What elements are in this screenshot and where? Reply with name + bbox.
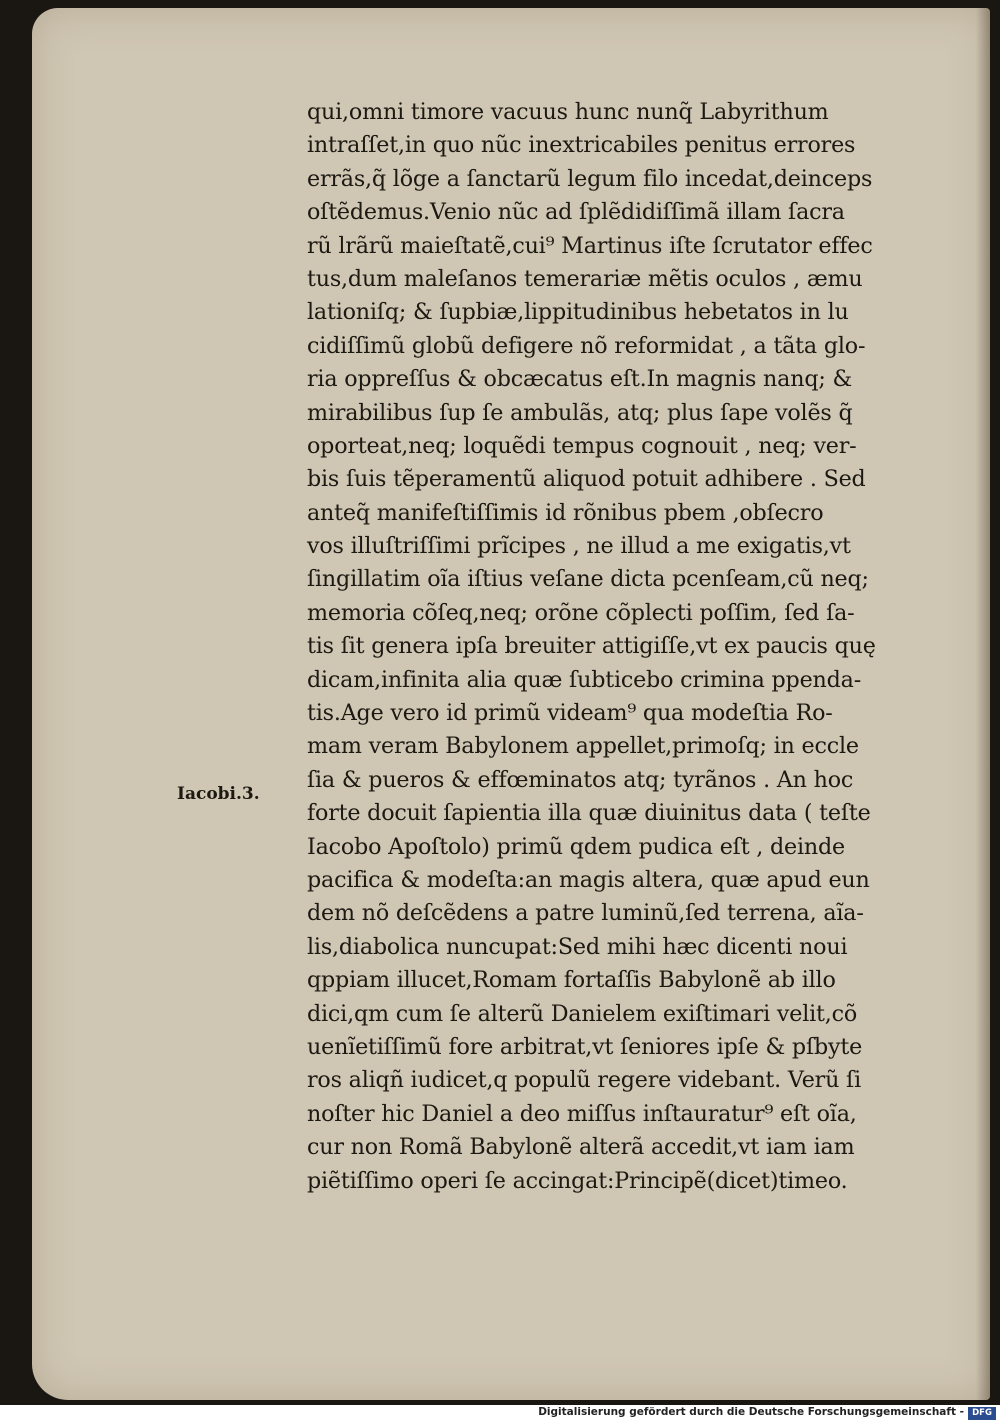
- text-line: qui,omni timore vacuus hunc nunq̃ Labyrithum: [307, 99, 829, 125]
- text-line: dici,qm cum ſe alterũ Danielem exiſtimari velit,cõ: [307, 1000, 858, 1027]
- text-line: tis ſit genera ipſa breuiter attigiſſe,vt ex paucis quę: [307, 633, 876, 660]
- text-line: uenĩetiſſimũ fore arbitrat,vt ſeniores ipſe & pſbyte: [307, 1033, 863, 1060]
- text-line: tis.Age vero id primũ videam⁹ qua modeſtia Ro-: [307, 700, 833, 727]
- text-line: dem nõ deſcẽdens a patre luminũ,ſed terrena, aĩa-: [307, 900, 864, 927]
- text-line: rũ lrãrũ maieſtatẽ,cui⁹ Martinus iſte ſcrutator effec: [307, 232, 873, 259]
- text-line: vos illuſtriſſimi prĩcipes , ne illud a me exigatis,vt: [307, 533, 851, 560]
- footer-bar: [0, 1405, 1000, 1422]
- text-line: piẽtiſſimo operi ſe accingat:Principẽ(dicet)timeo.: [307, 1167, 848, 1194]
- text-line: cur non Romã Babylonẽ alterã accedit,vt iam iam: [307, 1134, 855, 1161]
- text-line: intraſſet,in quo nũc inextricabiles penitus errores: [307, 132, 856, 159]
- book-page: [32, 8, 990, 1400]
- text-line: qppiam illucet,Romam fortaſſis Babylonẽ ab illo: [307, 967, 836, 994]
- text-line: lis,diabolica nuncupat:Sed mihi hæc dicenti noui: [307, 933, 848, 960]
- text-line: oporteat,neq; loquẽdi tempus cognouit , neq; ver-: [307, 432, 857, 459]
- text-line: lationiſq; & ſupbiæ,lippitudinibus hebetatos in lu: [307, 299, 849, 326]
- text-line: anteq̃ manifeſtiſſimis id rõnibus pbem ,obſecro: [307, 499, 824, 526]
- dfg-logo[interactable]: DFG: [968, 1407, 996, 1420]
- text-line: Iacobo Apoſtolo) primũ qdem pudica eſt , deinde: [307, 833, 846, 860]
- text-block: [307, 96, 947, 1198]
- page-edge-shadow: [976, 8, 990, 1400]
- text-line: mam veram Babylonem appellet,primoſq; in eccle: [307, 733, 859, 760]
- text-line: bis ſuis tẽperamentũ aliquod potuit adhibere . Sed: [307, 466, 866, 493]
- text-line: ria oppreſſus & obcæcatus eſt.In magnis nanq; &: [307, 366, 853, 393]
- footer-credit: Digitalisierung gefördert durch die Deutsche Forschungsgemeinschaft -: [538, 1406, 964, 1418]
- text-line: memoria cõſeq,neq; orõne cõplecti poſſim, ſed ſa-: [307, 599, 855, 626]
- text-line: forte docuit ſapientia illa quæ diuinitus data ( teſte: [307, 800, 871, 827]
- margin-note: Iacobi.3.: [177, 784, 260, 804]
- text-line: cidiſſimũ globũ defigere nõ reformidat , a tãta glo-: [307, 332, 866, 359]
- text-line: mirabilibus ſup ſe ambulãs, atq; plus ſape volẽs q̃: [307, 399, 853, 426]
- text-line: dicam,infinita alia quæ ſubticebo crimina ppenda-: [307, 666, 862, 693]
- text-line: errãs,q̃ lõge a ſanctarũ legum filo incedat,deinceps: [307, 165, 873, 192]
- text-line: ros aliqñ iudicet,q populũ regere videbant. Verũ ſi: [307, 1067, 862, 1094]
- text-line: tus,dum maleſanos temerariæ mẽtis oculos , æmu: [307, 265, 863, 292]
- text-line: ſia & pueros & effœminatos atq; tyrãnos . An hoc: [307, 766, 854, 793]
- text-line: ſingillatim oĩa iſtius veſane dicta pcenſeam,cũ neq;: [307, 566, 869, 593]
- text-line: noſter hic Daniel a deo miſſus inſtauratur⁹ eſt oĩa,: [307, 1100, 857, 1127]
- text-line: pacifica & modeſta:an magis altera, quæ apud eun: [307, 866, 870, 893]
- text-line: oſtẽdemus.Venio nũc ad ſplẽdidiſſimã illam ſacra: [307, 199, 845, 226]
